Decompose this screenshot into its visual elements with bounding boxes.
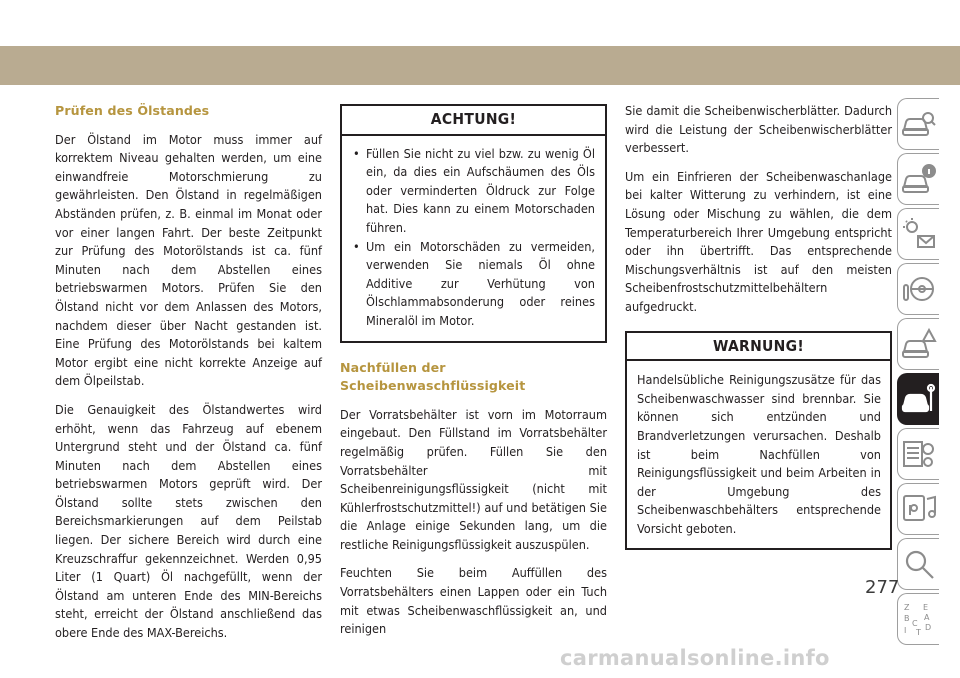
caution-box [340, 104, 607, 343]
index-letter: T [915, 628, 921, 637]
caution-title: ACHTUNG! [342, 106, 605, 136]
tab-index[interactable] [897, 593, 939, 645]
warning-box [625, 331, 892, 551]
tab-car-warning[interactable] [897, 318, 939, 370]
section-heading-oil: Prüfen des Ölstandes [55, 103, 210, 118]
tab-dashboard-lights[interactable] [897, 208, 939, 260]
index-letter: E [922, 603, 928, 612]
paragraph: Der Ölstand im Motor muss immer auf korrektem Niveau gehalten werden, um eine einwandfreie Motorschmierung zu gewährleisten. Den Ölstand in regelmäßigen Abständen prüfen, z. B. einmal im Monat oder vor einer langen Fahrt. Der beste Zeitpunkt zur Prüfung des Motorölstands ist ca. fünf Minuten nach dem Abstellen eines betriebswarmen Motors. Prüfen Sie den Ölstand nicht vor dem Anlassen des Motors, nachdem dieser über Nacht gestanden ist. Eine Prüfung des Motorölstands bei kaltem Motor ergibt eine nicht korrekte Anzeige auf dem Ölpeilstab. [55, 131, 322, 389]
index-letter: B [903, 614, 909, 623]
middle-column [340, 104, 607, 649]
paragraph: Sie damit die Scheibenwischerblätter. Dadurch wird die Leistung der Scheibenwischerblätter verbessert. [625, 103, 892, 156]
top-band [0, 0, 960, 46]
tab-car-wrench[interactable] [897, 373, 939, 425]
paragraph: Feuchten Sie beim Auffüllen des Vorratsbehälters einen Lappen oder ein Tuch mit etwas Scheibenwaschflüssigkeit an, und reinigen [340, 565, 607, 637]
tab-steering-wheel[interactable] [897, 263, 939, 315]
car-wrench-icon [901, 381, 937, 417]
tab-search[interactable] [897, 538, 939, 590]
car-warning-icon [901, 326, 937, 362]
caution-item: • Füllen Sie nicht zu viel bzw. zu wenig Öl ein, da dies ein Aufschäumen des Öls oder verminderten Öldruck zur Folge hat. Dies kann zu einem Motorschaden führen. [366, 145, 595, 238]
index-letter: A [923, 613, 929, 622]
index-letter: I [903, 626, 906, 635]
steering-wheel-icon [901, 271, 937, 307]
warning-title: WARNUNG! [627, 333, 890, 362]
watermark: carmanualsonline.info [560, 646, 830, 670]
multimedia-icon [901, 491, 937, 527]
paragraph: Um ein Einfrieren der Scheibenwaschanlage bei kalter Witterung zu verhindern, ist eine Lösung oder Mischung zu wählen, die dem Temperaturbereich Ihrer Umgebung entspricht oder ihn übertrifft. Das entsprechende Mischungsverhältnis ist auf den meisten Scheibenfrostschutzmittelbehältern aufgedruckt. [625, 168, 892, 314]
index-letter: Z [903, 603, 909, 612]
chapter-tabs [897, 98, 939, 648]
spec-gears-icon [901, 436, 937, 472]
paragraph: Der Vorratsbehälter ist vorn im Motorraum eingebaut. Den Füllstand im Vorratsbehälter regelmäßig prüfen. Füllen Sie den Vorratsbehälter mit Scheibenreinigungsflüssigkeit (nicht mit Kühlerfrostschutzmittel!) auf und betätigen Sie die Anlage einige Sekunden lang, um die restliche Reinigungsflüssigkeit auszuspülen. [340, 406, 607, 552]
index-letter: D [924, 623, 931, 632]
index-letter: C [911, 619, 918, 628]
dashboard-lights-icon [901, 216, 937, 252]
alphabet-index-icon [901, 601, 937, 637]
tab-multimedia[interactable] [897, 483, 939, 535]
left-column [55, 102, 322, 653]
right-column [625, 102, 892, 566]
magnifier-icon [901, 546, 937, 582]
caution-list [342, 145, 595, 331]
car-search-icon [901, 106, 937, 142]
header-stripe [0, 46, 960, 85]
car-info-icon [901, 161, 937, 197]
paragraph: Die Genauigkeit des Ölstandwertes wird erhöht, wenn das Fahrzeug auf ebenem Untergrund steht und der Ölstand ca. fünf Minuten nach dem Abstellen eines betriebswarmen Motors geprüft wird. Der Ölstand sollte stets zwischen den Bereichsmarkierungen auf dem Peilstab liegen. Der sichere Bereich wird durch eine Kreuzschraffur gekennzeichnet. Werden 0,95 Liter (1 Quart) Öl nachgefüllt, wenn der Ölstand am unteren Ende des MIN-Bereichs steht, erreicht der Ölstand anschließend das obere Ende des MAX-Bereichs. [55, 401, 322, 641]
section-heading-washer: Nachfüllen der Scheibenwaschflüssigkeit [340, 359, 526, 394]
caution-item: • Um ein Motorschäden zu vermeiden, verwenden Sie niemals Öl ohne Additive zur Verhütung von Ölschlammabsonderung oder reines Mineralöl im Motor. [366, 238, 595, 331]
warning-text: Handelsübliche Reinigungszusätze für das Scheibenwaschwasser sind brennbar. Sie können sich entzünden und Brandverletzungen verursachen. Deshalb ist beim Nachfüllen von Reinigungsflüssigkeit und beim Arbeiten in der Umgebung des Scheibenwaschbehälters entsprechende Vorsicht geboten. [637, 372, 881, 536]
tab-car-info[interactable] [897, 153, 939, 205]
tab-car-search[interactable] [897, 98, 939, 150]
tab-specifications[interactable] [897, 428, 939, 480]
page-number: 277 [865, 577, 900, 598]
